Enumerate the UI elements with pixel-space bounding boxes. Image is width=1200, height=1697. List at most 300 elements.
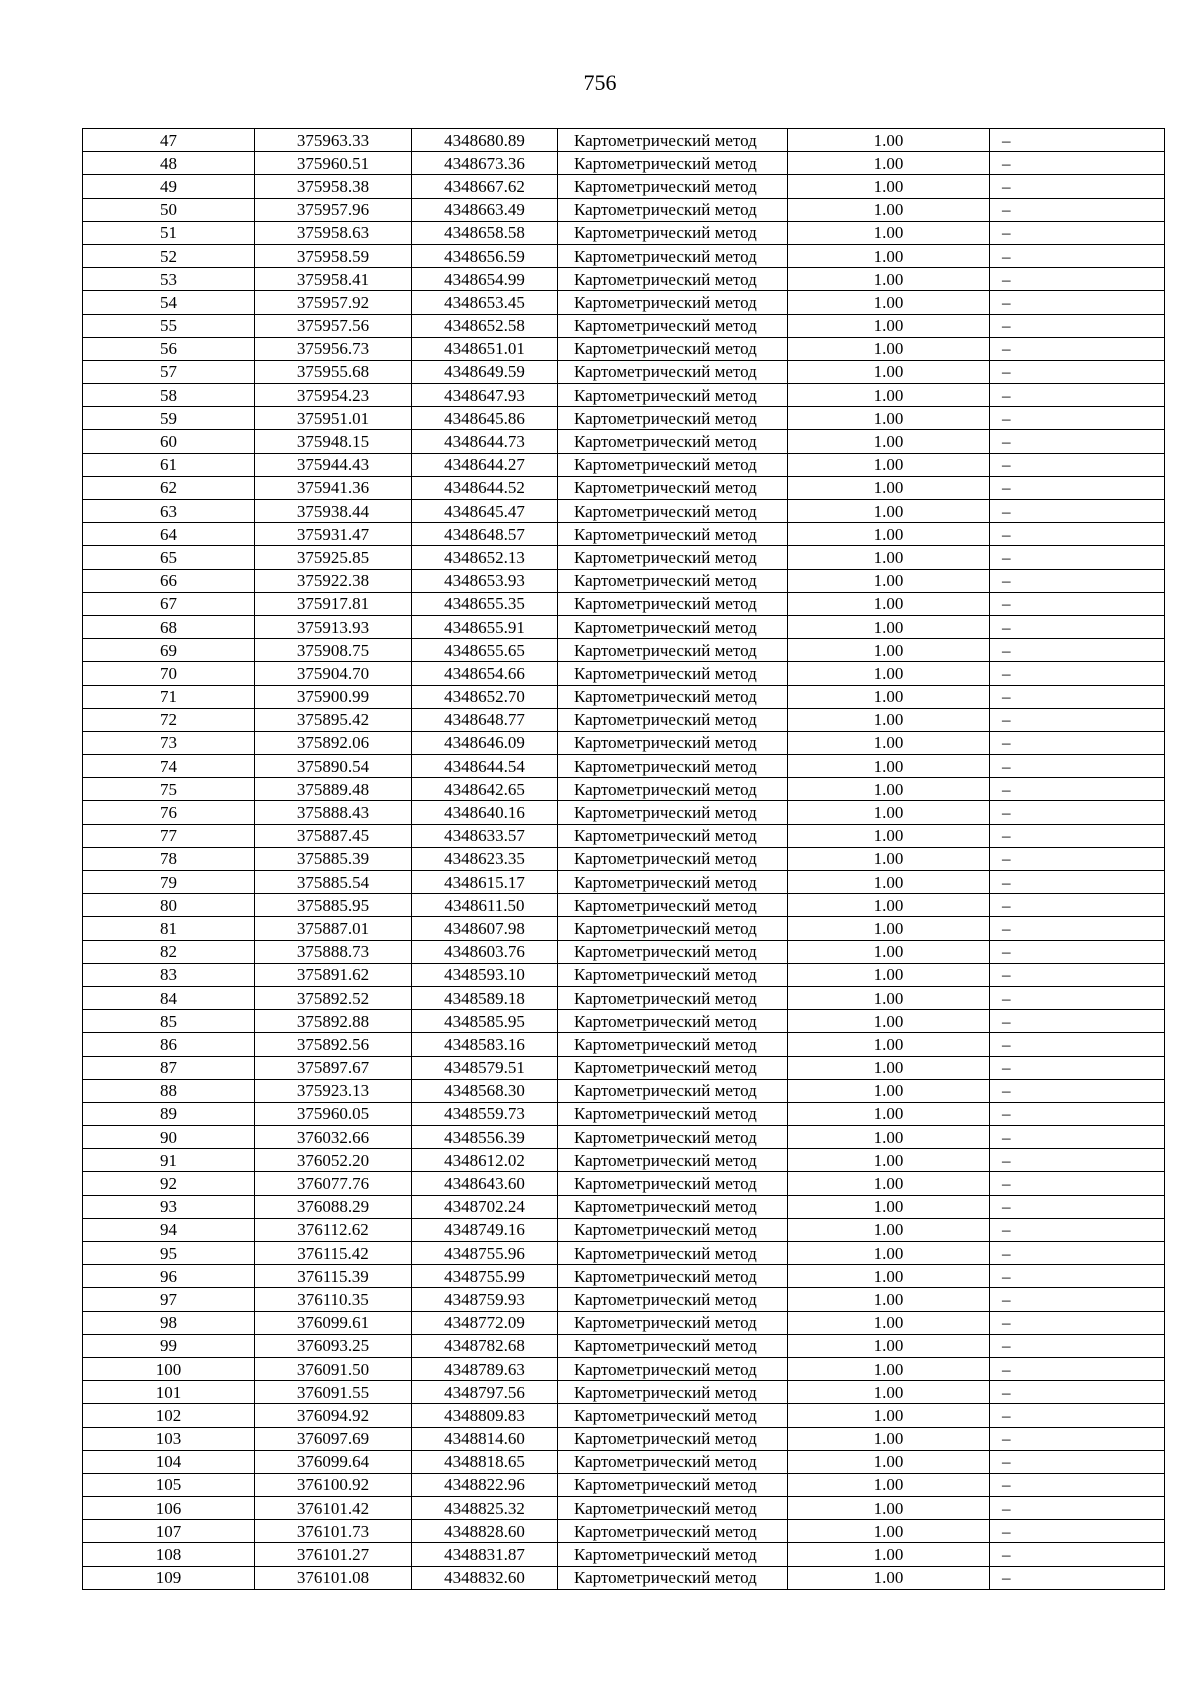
accuracy-cell: 1.00 bbox=[788, 1381, 990, 1404]
table-row bbox=[83, 801, 1165, 824]
note-cell: – bbox=[990, 1126, 1165, 1149]
method-cell: Картометрический метод bbox=[558, 1404, 788, 1427]
y-coordinate-cell: 4348655.91 bbox=[412, 615, 558, 638]
method-cell: Картометрический метод bbox=[558, 1265, 788, 1288]
y-coordinate-cell: 4348640.16 bbox=[412, 801, 558, 824]
point-number-cell: 74 bbox=[83, 755, 255, 778]
table-row bbox=[83, 221, 1165, 244]
point-number-cell: 80 bbox=[83, 894, 255, 917]
x-coordinate-cell: 375904.70 bbox=[255, 662, 412, 685]
method-cell: Картометрический метод bbox=[558, 1543, 788, 1566]
accuracy-cell: 1.00 bbox=[788, 1056, 990, 1079]
x-coordinate-cell: 375887.45 bbox=[255, 824, 412, 847]
method-cell: Картометрический метод bbox=[558, 917, 788, 940]
note-cell: – bbox=[990, 1033, 1165, 1056]
coordinates-table-body bbox=[83, 129, 1165, 1590]
note-cell: – bbox=[990, 917, 1165, 940]
accuracy-cell: 1.00 bbox=[788, 708, 990, 731]
y-coordinate-cell: 4348680.89 bbox=[412, 129, 558, 152]
note-cell: – bbox=[990, 615, 1165, 638]
x-coordinate-cell: 375958.38 bbox=[255, 175, 412, 198]
point-number-cell: 70 bbox=[83, 662, 255, 685]
y-coordinate-cell: 4348658.58 bbox=[412, 221, 558, 244]
x-coordinate-cell: 375890.54 bbox=[255, 755, 412, 778]
accuracy-cell: 1.00 bbox=[788, 1195, 990, 1218]
accuracy-cell: 1.00 bbox=[788, 755, 990, 778]
note-cell: – bbox=[990, 1357, 1165, 1380]
table-row bbox=[83, 1520, 1165, 1543]
method-cell: Картометрический метод bbox=[558, 986, 788, 1009]
method-cell: Картометрический метод bbox=[558, 894, 788, 917]
point-number-cell: 88 bbox=[83, 1079, 255, 1102]
note-cell: – bbox=[990, 1404, 1165, 1427]
x-coordinate-cell: 376093.25 bbox=[255, 1334, 412, 1357]
point-number-cell: 103 bbox=[83, 1427, 255, 1450]
x-coordinate-cell: 375892.06 bbox=[255, 731, 412, 754]
accuracy-cell: 1.00 bbox=[788, 847, 990, 870]
table-row bbox=[83, 1149, 1165, 1172]
y-coordinate-cell: 4348651.01 bbox=[412, 337, 558, 360]
method-cell: Картометрический метод bbox=[558, 1381, 788, 1404]
method-cell: Картометрический метод bbox=[558, 1450, 788, 1473]
y-coordinate-cell: 4348611.50 bbox=[412, 894, 558, 917]
x-coordinate-cell: 375900.99 bbox=[255, 685, 412, 708]
accuracy-cell: 1.00 bbox=[788, 1149, 990, 1172]
point-number-cell: 48 bbox=[83, 152, 255, 175]
note-cell: – bbox=[990, 731, 1165, 754]
table-row bbox=[83, 1265, 1165, 1288]
point-number-cell: 82 bbox=[83, 940, 255, 963]
x-coordinate-cell: 376099.61 bbox=[255, 1311, 412, 1334]
note-cell: – bbox=[990, 175, 1165, 198]
accuracy-cell: 1.00 bbox=[788, 801, 990, 824]
point-number-cell: 73 bbox=[83, 731, 255, 754]
method-cell: Картометрический метод bbox=[558, 523, 788, 546]
point-number-cell: 57 bbox=[83, 360, 255, 383]
accuracy-cell: 1.00 bbox=[788, 1404, 990, 1427]
note-cell: – bbox=[990, 801, 1165, 824]
accuracy-cell: 1.00 bbox=[788, 662, 990, 685]
note-cell: – bbox=[990, 1149, 1165, 1172]
table-row bbox=[83, 1033, 1165, 1056]
y-coordinate-cell: 4348818.65 bbox=[412, 1450, 558, 1473]
y-coordinate-cell: 4348633.57 bbox=[412, 824, 558, 847]
point-number-cell: 51 bbox=[83, 221, 255, 244]
method-cell: Картометрический метод bbox=[558, 1473, 788, 1496]
accuracy-cell: 1.00 bbox=[788, 360, 990, 383]
point-number-cell: 53 bbox=[83, 268, 255, 291]
y-coordinate-cell: 4348702.24 bbox=[412, 1195, 558, 1218]
note-cell: – bbox=[990, 871, 1165, 894]
note-cell: – bbox=[990, 1242, 1165, 1265]
method-cell: Картометрический метод bbox=[558, 221, 788, 244]
note-cell: – bbox=[990, 824, 1165, 847]
table-row bbox=[83, 1056, 1165, 1079]
table-row bbox=[83, 1566, 1165, 1589]
x-coordinate-cell: 375957.96 bbox=[255, 198, 412, 221]
method-cell: Картометрический метод bbox=[558, 1334, 788, 1357]
table-row bbox=[83, 546, 1165, 569]
note-cell: – bbox=[990, 847, 1165, 870]
method-cell: Картометрический метод bbox=[558, 546, 788, 569]
y-coordinate-cell: 4348825.32 bbox=[412, 1497, 558, 1520]
point-number-cell: 94 bbox=[83, 1218, 255, 1241]
accuracy-cell: 1.00 bbox=[788, 546, 990, 569]
point-number-cell: 79 bbox=[83, 871, 255, 894]
x-coordinate-cell: 375922.38 bbox=[255, 569, 412, 592]
y-coordinate-cell: 4348654.99 bbox=[412, 268, 558, 291]
x-coordinate-cell: 376115.39 bbox=[255, 1265, 412, 1288]
y-coordinate-cell: 4348789.63 bbox=[412, 1357, 558, 1380]
accuracy-cell: 1.00 bbox=[788, 500, 990, 523]
accuracy-cell: 1.00 bbox=[788, 1473, 990, 1496]
point-number-cell: 89 bbox=[83, 1102, 255, 1125]
method-cell: Картометрический метод bbox=[558, 940, 788, 963]
point-number-cell: 100 bbox=[83, 1357, 255, 1380]
table-row bbox=[83, 152, 1165, 175]
note-cell: – bbox=[990, 476, 1165, 499]
note-cell: – bbox=[990, 1218, 1165, 1241]
y-coordinate-cell: 4348663.49 bbox=[412, 198, 558, 221]
table-row bbox=[83, 291, 1165, 314]
accuracy-cell: 1.00 bbox=[788, 1079, 990, 1102]
method-cell: Картометрический метод bbox=[558, 1497, 788, 1520]
accuracy-cell: 1.00 bbox=[788, 268, 990, 291]
table-row bbox=[83, 1010, 1165, 1033]
point-number-cell: 101 bbox=[83, 1381, 255, 1404]
accuracy-cell: 1.00 bbox=[788, 407, 990, 430]
accuracy-cell: 1.00 bbox=[788, 986, 990, 1009]
method-cell: Картометрический метод bbox=[558, 384, 788, 407]
accuracy-cell: 1.00 bbox=[788, 1357, 990, 1380]
accuracy-cell: 1.00 bbox=[788, 1172, 990, 1195]
table-row bbox=[83, 615, 1165, 638]
y-coordinate-cell: 4348559.73 bbox=[412, 1102, 558, 1125]
method-cell: Картометрический метод bbox=[558, 1427, 788, 1450]
table-row bbox=[83, 500, 1165, 523]
x-coordinate-cell: 375892.56 bbox=[255, 1033, 412, 1056]
y-coordinate-cell: 4348643.60 bbox=[412, 1172, 558, 1195]
point-number-cell: 78 bbox=[83, 847, 255, 870]
x-coordinate-cell: 376088.29 bbox=[255, 1195, 412, 1218]
accuracy-cell: 1.00 bbox=[788, 1288, 990, 1311]
y-coordinate-cell: 4348749.16 bbox=[412, 1218, 558, 1241]
y-coordinate-cell: 4348648.77 bbox=[412, 708, 558, 731]
note-cell: – bbox=[990, 662, 1165, 685]
note-cell: – bbox=[990, 1520, 1165, 1543]
method-cell: Картометрический метод bbox=[558, 569, 788, 592]
method-cell: Картометрический метод bbox=[558, 778, 788, 801]
accuracy-cell: 1.00 bbox=[788, 871, 990, 894]
table-row bbox=[83, 360, 1165, 383]
method-cell: Картометрический метод bbox=[558, 847, 788, 870]
method-cell: Картометрический метод bbox=[558, 662, 788, 685]
method-cell: Картометрический метод bbox=[558, 430, 788, 453]
x-coordinate-cell: 376091.55 bbox=[255, 1381, 412, 1404]
x-coordinate-cell: 375960.51 bbox=[255, 152, 412, 175]
method-cell: Картометрический метод bbox=[558, 1149, 788, 1172]
table-row bbox=[83, 430, 1165, 453]
point-number-cell: 85 bbox=[83, 1010, 255, 1033]
accuracy-cell: 1.00 bbox=[788, 917, 990, 940]
accuracy-cell: 1.00 bbox=[788, 1520, 990, 1543]
method-cell: Картометрический метод bbox=[558, 592, 788, 615]
accuracy-cell: 1.00 bbox=[788, 291, 990, 314]
note-cell: – bbox=[990, 268, 1165, 291]
x-coordinate-cell: 375963.33 bbox=[255, 129, 412, 152]
point-number-cell: 87 bbox=[83, 1056, 255, 1079]
x-coordinate-cell: 375888.43 bbox=[255, 801, 412, 824]
x-coordinate-cell: 376094.92 bbox=[255, 1404, 412, 1427]
table-row bbox=[83, 1497, 1165, 1520]
accuracy-cell: 1.00 bbox=[788, 1311, 990, 1334]
y-coordinate-cell: 4348644.73 bbox=[412, 430, 558, 453]
point-number-cell: 95 bbox=[83, 1242, 255, 1265]
table-row bbox=[83, 453, 1165, 476]
accuracy-cell: 1.00 bbox=[788, 152, 990, 175]
point-number-cell: 72 bbox=[83, 708, 255, 731]
point-number-cell: 75 bbox=[83, 778, 255, 801]
accuracy-cell: 1.00 bbox=[788, 453, 990, 476]
accuracy-cell: 1.00 bbox=[788, 523, 990, 546]
y-coordinate-cell: 4348642.65 bbox=[412, 778, 558, 801]
note-cell: – bbox=[990, 755, 1165, 778]
accuracy-cell: 1.00 bbox=[788, 824, 990, 847]
x-coordinate-cell: 375944.43 bbox=[255, 453, 412, 476]
table-row bbox=[83, 1334, 1165, 1357]
y-coordinate-cell: 4348607.98 bbox=[412, 917, 558, 940]
table-row bbox=[83, 1126, 1165, 1149]
x-coordinate-cell: 375917.81 bbox=[255, 592, 412, 615]
point-number-cell: 86 bbox=[83, 1033, 255, 1056]
accuracy-cell: 1.00 bbox=[788, 476, 990, 499]
point-number-cell: 47 bbox=[83, 129, 255, 152]
point-number-cell: 68 bbox=[83, 615, 255, 638]
point-number-cell: 104 bbox=[83, 1450, 255, 1473]
x-coordinate-cell: 376091.50 bbox=[255, 1357, 412, 1380]
point-number-cell: 59 bbox=[83, 407, 255, 430]
x-coordinate-cell: 375951.01 bbox=[255, 407, 412, 430]
accuracy-cell: 1.00 bbox=[788, 430, 990, 453]
y-coordinate-cell: 4348583.16 bbox=[412, 1033, 558, 1056]
x-coordinate-cell: 375948.15 bbox=[255, 430, 412, 453]
accuracy-cell: 1.00 bbox=[788, 569, 990, 592]
table-row bbox=[83, 1218, 1165, 1241]
x-coordinate-cell: 376032.66 bbox=[255, 1126, 412, 1149]
method-cell: Картометрический метод bbox=[558, 824, 788, 847]
note-cell: – bbox=[990, 453, 1165, 476]
accuracy-cell: 1.00 bbox=[788, 1033, 990, 1056]
method-cell: Картометрический метод bbox=[558, 129, 788, 152]
table-row bbox=[83, 268, 1165, 291]
table-row bbox=[83, 129, 1165, 152]
x-coordinate-cell: 376052.20 bbox=[255, 1149, 412, 1172]
accuracy-cell: 1.00 bbox=[788, 1102, 990, 1125]
note-cell: – bbox=[990, 221, 1165, 244]
y-coordinate-cell: 4348652.58 bbox=[412, 314, 558, 337]
x-coordinate-cell: 375923.13 bbox=[255, 1079, 412, 1102]
y-coordinate-cell: 4348822.96 bbox=[412, 1473, 558, 1496]
accuracy-cell: 1.00 bbox=[788, 731, 990, 754]
x-coordinate-cell: 375958.41 bbox=[255, 268, 412, 291]
accuracy-cell: 1.00 bbox=[788, 1450, 990, 1473]
accuracy-cell: 1.00 bbox=[788, 129, 990, 152]
x-coordinate-cell: 375885.54 bbox=[255, 871, 412, 894]
point-number-cell: 67 bbox=[83, 592, 255, 615]
y-coordinate-cell: 4348797.56 bbox=[412, 1381, 558, 1404]
y-coordinate-cell: 4348653.93 bbox=[412, 569, 558, 592]
table-row bbox=[83, 1427, 1165, 1450]
method-cell: Картометрический метод bbox=[558, 360, 788, 383]
y-coordinate-cell: 4348755.96 bbox=[412, 1242, 558, 1265]
point-number-cell: 91 bbox=[83, 1149, 255, 1172]
note-cell: – bbox=[990, 546, 1165, 569]
note-cell: – bbox=[990, 1056, 1165, 1079]
note-cell: – bbox=[990, 986, 1165, 1009]
table-row bbox=[83, 963, 1165, 986]
table-row bbox=[83, 755, 1165, 778]
x-coordinate-cell: 376097.69 bbox=[255, 1427, 412, 1450]
y-coordinate-cell: 4348782.68 bbox=[412, 1334, 558, 1357]
accuracy-cell: 1.00 bbox=[788, 1334, 990, 1357]
accuracy-cell: 1.00 bbox=[788, 175, 990, 198]
method-cell: Картометрический метод bbox=[558, 175, 788, 198]
table-row bbox=[83, 337, 1165, 360]
y-coordinate-cell: 4348615.17 bbox=[412, 871, 558, 894]
y-coordinate-cell: 4348585.95 bbox=[412, 1010, 558, 1033]
y-coordinate-cell: 4348656.59 bbox=[412, 244, 558, 267]
x-coordinate-cell: 375954.23 bbox=[255, 384, 412, 407]
y-coordinate-cell: 4348814.60 bbox=[412, 1427, 558, 1450]
x-coordinate-cell: 375955.68 bbox=[255, 360, 412, 383]
point-number-cell: 105 bbox=[83, 1473, 255, 1496]
y-coordinate-cell: 4348649.59 bbox=[412, 360, 558, 383]
method-cell: Картометрический метод bbox=[558, 268, 788, 291]
table-row bbox=[83, 175, 1165, 198]
method-cell: Картометрический метод bbox=[558, 476, 788, 499]
note-cell: – bbox=[990, 360, 1165, 383]
x-coordinate-cell: 375941.36 bbox=[255, 476, 412, 499]
accuracy-cell: 1.00 bbox=[788, 615, 990, 638]
x-coordinate-cell: 375885.95 bbox=[255, 894, 412, 917]
table-row bbox=[83, 1079, 1165, 1102]
method-cell: Картометрический метод bbox=[558, 453, 788, 476]
y-coordinate-cell: 4348593.10 bbox=[412, 963, 558, 986]
y-coordinate-cell: 4348589.18 bbox=[412, 986, 558, 1009]
point-number-cell: 106 bbox=[83, 1497, 255, 1520]
coordinates-table bbox=[82, 128, 1165, 1590]
table-row bbox=[83, 476, 1165, 499]
table-row bbox=[83, 384, 1165, 407]
accuracy-cell: 1.00 bbox=[788, 963, 990, 986]
x-coordinate-cell: 375931.47 bbox=[255, 523, 412, 546]
method-cell: Картометрический метод bbox=[558, 314, 788, 337]
x-coordinate-cell: 375957.56 bbox=[255, 314, 412, 337]
y-coordinate-cell: 4348645.86 bbox=[412, 407, 558, 430]
accuracy-cell: 1.00 bbox=[788, 1543, 990, 1566]
accuracy-cell: 1.00 bbox=[788, 1566, 990, 1589]
point-number-cell: 63 bbox=[83, 500, 255, 523]
table-row bbox=[83, 1242, 1165, 1265]
y-coordinate-cell: 4348655.35 bbox=[412, 592, 558, 615]
point-number-cell: 93 bbox=[83, 1195, 255, 1218]
accuracy-cell: 1.00 bbox=[788, 384, 990, 407]
point-number-cell: 62 bbox=[83, 476, 255, 499]
accuracy-cell: 1.00 bbox=[788, 1126, 990, 1149]
x-coordinate-cell: 375892.52 bbox=[255, 986, 412, 1009]
note-cell: – bbox=[990, 1473, 1165, 1496]
page-number: 756 bbox=[583, 70, 617, 95]
y-coordinate-cell: 4348652.70 bbox=[412, 685, 558, 708]
x-coordinate-cell: 375897.67 bbox=[255, 1056, 412, 1079]
y-coordinate-cell: 4348831.87 bbox=[412, 1543, 558, 1566]
method-cell: Картометрический метод bbox=[558, 1242, 788, 1265]
y-coordinate-cell: 4348579.51 bbox=[412, 1056, 558, 1079]
note-cell: – bbox=[990, 1334, 1165, 1357]
point-number-cell: 83 bbox=[83, 963, 255, 986]
table-row bbox=[83, 778, 1165, 801]
table-row bbox=[83, 1102, 1165, 1125]
x-coordinate-cell: 376101.73 bbox=[255, 1520, 412, 1543]
method-cell: Картометрический метод bbox=[558, 708, 788, 731]
note-cell: – bbox=[990, 778, 1165, 801]
accuracy-cell: 1.00 bbox=[788, 198, 990, 221]
y-coordinate-cell: 4348655.65 bbox=[412, 639, 558, 662]
y-coordinate-cell: 4348646.09 bbox=[412, 731, 558, 754]
accuracy-cell: 1.00 bbox=[788, 685, 990, 708]
accuracy-cell: 1.00 bbox=[788, 1010, 990, 1033]
y-coordinate-cell: 4348652.13 bbox=[412, 546, 558, 569]
method-cell: Картометрический метод bbox=[558, 337, 788, 360]
table-row bbox=[83, 986, 1165, 1009]
y-coordinate-cell: 4348809.83 bbox=[412, 1404, 558, 1427]
x-coordinate-cell: 375958.59 bbox=[255, 244, 412, 267]
method-cell: Картометрический метод bbox=[558, 1102, 788, 1125]
accuracy-cell: 1.00 bbox=[788, 639, 990, 662]
point-number-cell: 55 bbox=[83, 314, 255, 337]
note-cell: – bbox=[990, 569, 1165, 592]
accuracy-cell: 1.00 bbox=[788, 244, 990, 267]
note-cell: – bbox=[990, 1172, 1165, 1195]
note-cell: – bbox=[990, 592, 1165, 615]
point-number-cell: 66 bbox=[83, 569, 255, 592]
accuracy-cell: 1.00 bbox=[788, 1497, 990, 1520]
x-coordinate-cell: 375956.73 bbox=[255, 337, 412, 360]
method-cell: Картометрический метод bbox=[558, 407, 788, 430]
note-cell: – bbox=[990, 1311, 1165, 1334]
y-coordinate-cell: 4348556.39 bbox=[412, 1126, 558, 1149]
method-cell: Картометрический метод bbox=[558, 1033, 788, 1056]
y-coordinate-cell: 4348647.93 bbox=[412, 384, 558, 407]
table-row bbox=[83, 314, 1165, 337]
table-row bbox=[83, 894, 1165, 917]
note-cell: – bbox=[990, 384, 1165, 407]
point-number-cell: 90 bbox=[83, 1126, 255, 1149]
y-coordinate-cell: 4348759.93 bbox=[412, 1288, 558, 1311]
table-row bbox=[83, 1357, 1165, 1380]
point-number-cell: 71 bbox=[83, 685, 255, 708]
y-coordinate-cell: 4348832.60 bbox=[412, 1566, 558, 1589]
note-cell: – bbox=[990, 963, 1165, 986]
table-row bbox=[83, 1450, 1165, 1473]
table-row bbox=[83, 847, 1165, 870]
note-cell: – bbox=[990, 198, 1165, 221]
point-number-cell: 54 bbox=[83, 291, 255, 314]
point-number-cell: 60 bbox=[83, 430, 255, 453]
x-coordinate-cell: 375892.88 bbox=[255, 1010, 412, 1033]
point-number-cell: 58 bbox=[83, 384, 255, 407]
accuracy-cell: 1.00 bbox=[788, 894, 990, 917]
